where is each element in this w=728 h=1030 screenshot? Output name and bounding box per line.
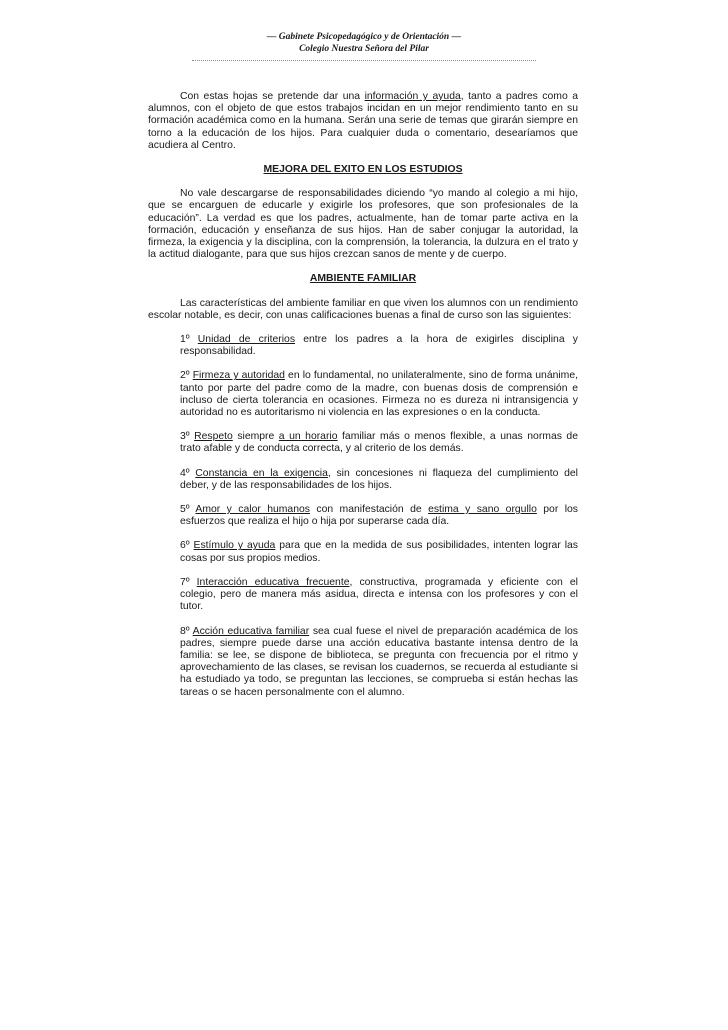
document-body xyxy=(148,91,578,699)
list-item: 3º Respeto siempre a un horario familiar más o menos flexible, a unas normas de trato afable y de conducta correcta, y al criterio de los demás. xyxy=(180,431,578,455)
section-family-paragraph: Las características del ambiente familiar en que viven los alumnos con un rendimiento escolar notable, es decir, con unas calificaciones buenas a final de curso son las siguientes: xyxy=(148,297,578,321)
list-item: 6º Estímulo y ayuda para que en la medida de sus posibilidades, intenten lograr las cosas por sus propios medios. xyxy=(180,540,578,564)
header-school-name: Colegio Nuestra Señora del Pilar xyxy=(299,44,429,54)
section-heading-family: AMBIENTE FAMILIAR xyxy=(309,273,417,285)
list-item: 7º Interacción educativa frecuente, constructiva, programada y eficiente con el colegio, pero de manera más asidua, directa e intensa con los profesores y con el tutor. xyxy=(180,576,578,613)
section-heading-success: MEJORA DEL EXITO EN LOS ESTUDIOS xyxy=(263,164,463,176)
list-item: 4º Constancia en la exigencia, sin concesiones ni flaqueza del cumplimiento del deber, y de las responsabilidades de los hijos. xyxy=(180,467,578,491)
document-header xyxy=(0,31,728,55)
header-office-name: — Gabinete Psicopedagógico y de Orientación — xyxy=(266,32,462,42)
section-success-paragraph: No vale descargarse de responsabilidades diciendo “yo mando al colegio a mi hijo, que se encarguen de educarle y exigirle los profesores, que son profesionales de la educación”. La verdad es que los padres, actualmente, han de tomar parte activa en la formación, educación y enseñanza de sus hijos. Han de saber conjugar la autoridad, la firmeza, la exigencia y la disciplina, con la comprensión, la tolerancia, la dulzura en el trato y la actitud dialogante, para que sus hijos crezcan sanos de mente y de cuerpo. xyxy=(148,188,578,261)
list-item: 5º Amor y calor humanos con manifestación de estima y sano orgullo por los esfuerzos que realiza el hijo o hija por superarse cada día. xyxy=(180,504,578,528)
list-item: 1º Unidad de criterios entre los padres a la hora de exigirles disciplina y responsabilidad. xyxy=(180,334,578,358)
list-item: 8º Acción educativa familiar sea cual fuese el nivel de preparación académica de los padres, siempre puede darse una acción educativa bastante intensa dentro de la familia: se lee, se dispone de biblioteca, se pregunta con frecuencia por el ritmo y aprovechamiento de las clases, se revisan los cuadernos, se recuerda al estudiante si ha estudiado ya todo, se preguntan las lecciones, se comprueba si están hechas las tareas o se hacen personalmente con el alumno. xyxy=(180,625,578,698)
intro-paragraph: Con estas hojas se pretende dar una información y ayuda, tanto a padres como a alumnos, con el objeto de que estos trabajos incidan en un mejor rendimiento tanto en su formación académica como en la humana. Serán una serie de temas que girarán siempre en torno a la educación de los hijos. Para cualquier duda o comentario, desearíamos que acudiera al Centro. xyxy=(148,91,578,151)
intro-emphasis: información y ayuda xyxy=(364,91,461,102)
header-divider xyxy=(192,60,536,61)
list-item: 2º Firmeza y autoridad en lo fundamental, no unilateralmente, sino de forma unánime, tanto por parte del padre como de la madre, con buenas dosis de comprensión e incluso de cierta tolerancia en ocasiones. Firmeza no es dureza ni intransigencia y autoridad no es autoritarismo ni violencia en las expresiones o en la conducta. xyxy=(180,370,579,419)
